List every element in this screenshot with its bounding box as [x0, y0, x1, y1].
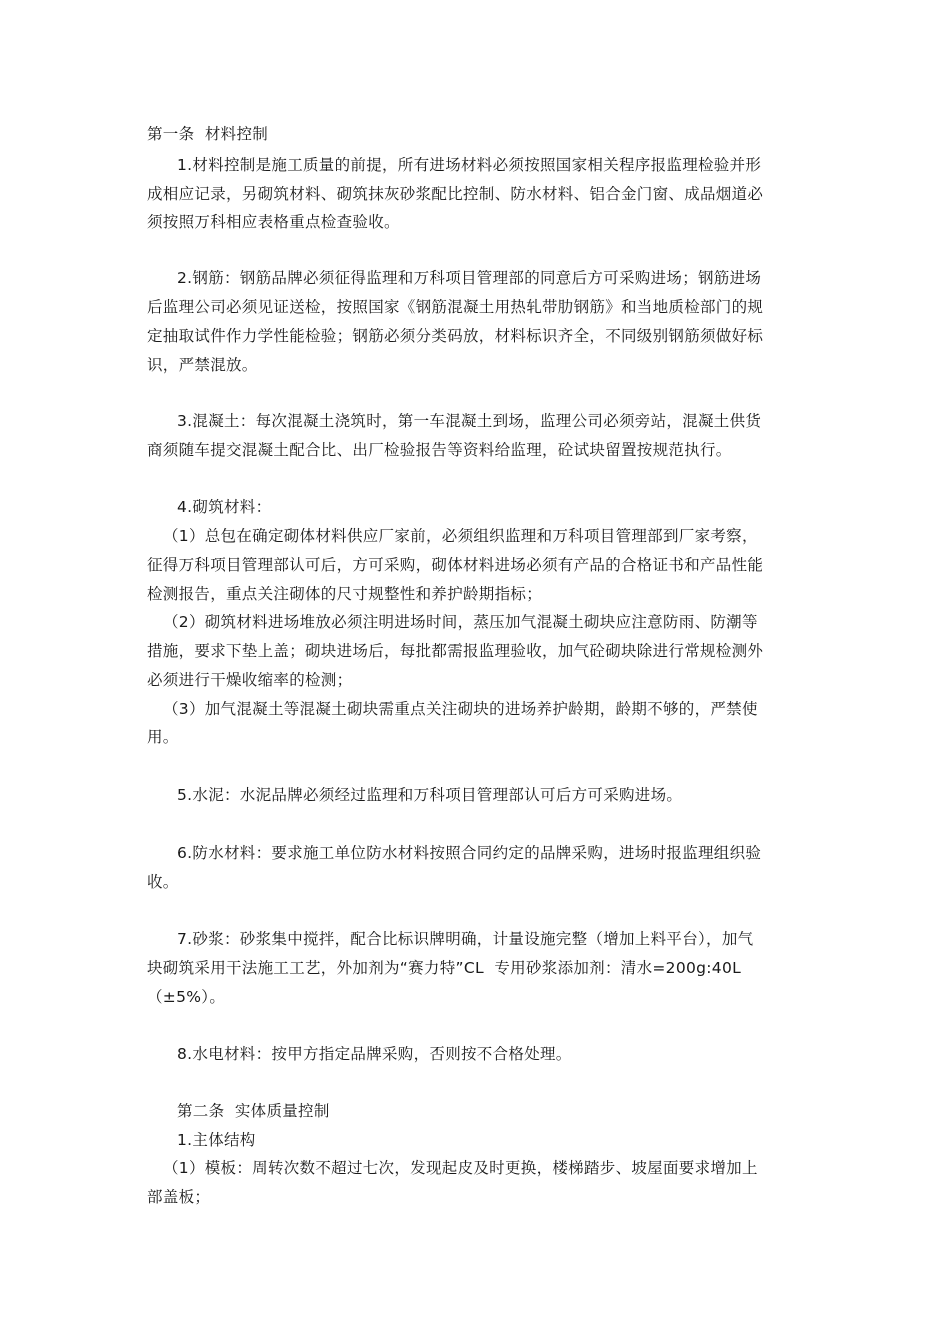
paragraph-line: 3.混凝土：每次混凝土浇筑时，第一车混凝土到场，监理公司必须旁站，混凝土供货 — [177, 412, 762, 430]
paragraph-line: 检测报告，重点关注砌体的尺寸规整性和养护龄期指标； — [147, 585, 543, 603]
paragraph-line: 成相应记录，另砌筑材料、砌筑抹灰砂浆配比控制、防水材料、铝合金门窗、成品烟道必 — [147, 185, 764, 203]
paragraph-line: 5.水泥：水泥品牌必须经过监理和万科项目管理部认可后方可采购进场。 — [177, 786, 683, 804]
paragraph-line: （1）模板：周转次数不超过七次，发现起皮及时更换，楼梯踏步、坡屋面要求增加上 — [163, 1159, 758, 1177]
paragraph-line: 6.防水材料：要求施工单位防水材料按照合同约定的品牌采购，进场时报监理组织验 — [177, 844, 762, 862]
paragraph-line: 7.砂浆：砂浆集中搅拌，配合比标识牌明确，计量设施完整（增加上料平台），加气 — [177, 930, 754, 948]
paragraph-line: 商须随车提交混凝土配合比、出厂检验报告等资料给监理，砼试块留置按规范执行。 — [147, 441, 732, 459]
paragraph-line: （3）加气混凝土等混凝土砌块需重点关注砌块的进场养护龄期，龄期不够的，严禁使 — [163, 700, 758, 718]
paragraph-line: 必须进行干燥收缩率的检测； — [147, 671, 353, 689]
paragraph-line: 1.材料控制是施工质量的前提，所有进场材料必须按照国家相关程序报监理检验并形 — [177, 156, 762, 174]
subsection-title: 1.主体结构 — [177, 1131, 256, 1149]
paragraph-line: 后监理公司必须见证送检，按照国家《钢筋混凝土用热轧带肋钢筋》和当地质检部门的规 — [147, 298, 764, 316]
paragraph-line: 部盖板； — [147, 1188, 211, 1206]
paragraph-line: 措施，要求下垫上盖；砌块进场后，每批都需报监理验收，加气砼砌块除进行常规检测外 — [147, 642, 764, 660]
section-heading-quality: 第二条 实体质量控制 — [177, 1102, 330, 1120]
paragraph-line: （2）砌筑材料进场堆放必须注明进场时间，蒸压加气混凝土砌块应注意防雨、防潮等 — [163, 613, 758, 631]
section-heading-materials: 第一条 材料控制 — [147, 125, 269, 143]
paragraph-line: 2.钢筋：钢筋品牌必须征得监理和万科项目管理部的同意后方可采购进场；钢筋进场 — [177, 269, 762, 287]
paragraph-line: 块砌筑采用干法施工工艺，外加剂为“赛力特”CL 专用砂浆添加剂：清水=200g:40L — [147, 959, 742, 977]
paragraph-line: 须按照万科相应表格重点检查验收。 — [147, 213, 400, 231]
paragraph-line: 4.砌筑材料： — [177, 498, 272, 516]
paragraph-line: 收。 — [147, 873, 179, 891]
paragraph-line: 8.水电材料：按甲方指定品牌采购，否则按不合格处理。 — [177, 1045, 572, 1063]
paragraph-line: 征得万科项目管理部认可后，方可采购，砌体材料进场必须有产品的合格证书和产品性能 — [147, 556, 764, 574]
paragraph-line: （±5%）。 — [147, 988, 226, 1006]
paragraph-line: 识，严禁混放。 — [147, 356, 258, 374]
paragraph-line: 定抽取试件作力学性能检验；钢筋必须分类码放，材料标识齐全，不同级别钢筋须做好标 — [147, 327, 764, 345]
paragraph-line: 用。 — [147, 728, 179, 746]
paragraph-line: （1）总包在确定砌体材料供应厂家前，必须组织监理和万科项目管理部到厂家考察， — [163, 527, 758, 545]
